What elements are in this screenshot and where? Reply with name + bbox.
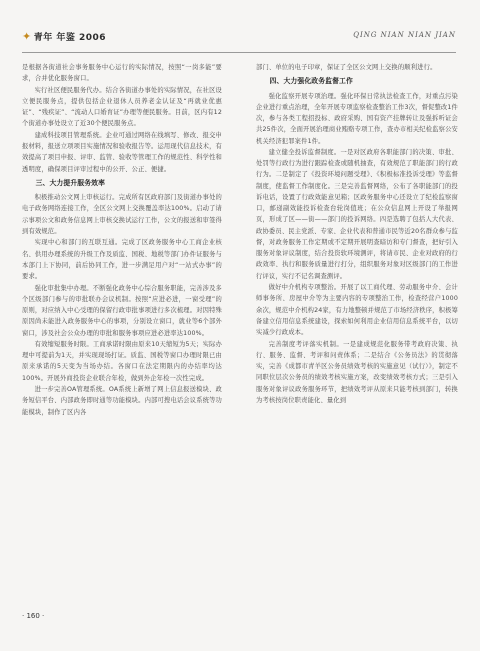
paragraph: 积极推动公文网上审核运行。完成所有区政府部门及街道办事处的电子政务网络连接工作，全区公文网上交换覆盖率达100%。启动了请示事项公文和政务信息网上审核交换试运行工作，公文的报送和审签得到有效规范。 <box>22 194 222 235</box>
paragraph: 实现中心和部门的互联互通。完成了区政务服务中心工商企业核名、供用办理系统的升级工作及质监、国税、地税等部门办件证服务与本部门上下协同，前后协同工作，进一步满足用户对“一站式办事”的要求。 <box>22 239 222 281</box>
right-column <box>256 62 458 406</box>
logo-text: 青年 年鉴 2006 <box>33 33 107 43</box>
paragraph: 完善制度考评落实机制。一是建成规范化服务带考政府决策、执行、服务、监督、考评和问责体系；二是结合《公务员法》的贯彻落实，完善《成都市青羊区公务员绩效考核的实施意见（试行）》，制定不同职位层次公务员的绩效考核实施方案，改变绩效考核方式；三是引入服务对象评议政务服务环节，把绩效考评从原来只能考核到部门，转换为考核按岗位职责能化、量化到 <box>256 340 458 404</box>
running-head: QING NIAN NIAN JIAN <box>353 31 456 39</box>
paragraph: 实行社区便民服务代办。结合各街道办事处的实际情况，在社区设立便民服务点，提供包括企业退休人员养老金认证及“再就业优惠证”、“残疾证”、“流动人口婚育证”办理等便民服务。目前，区内有12个街道办事处设立了近30个便民服务点。 <box>22 86 222 128</box>
section-heading: 四、大力强化政务监督工作 <box>269 77 353 86</box>
logo-icon: ✦ <box>22 30 32 43</box>
section-heading: 三、大力提升服务效率 <box>35 178 106 187</box>
paragraph: 部门、单位的电子印章，保证了全区公文网上交换的顺利进行。 <box>256 64 437 71</box>
paragraph: 强化监察开展专项治理。强化环保日常执法检查工作，对重点污染企业进行重点治理，全年开展专项监察检查整治工作3次，督促整改1件次，参与各类工程招投标、政府采购、国有资产挂牌转让及强拆听证会共25件次，全面开展治理商业贿赂专项工作，查办市相关纪检监察公安机关经济犯罪案件1件。 <box>256 92 458 145</box>
page-header <box>22 30 456 52</box>
paragraph: 做好中介机构专项整治。开展了以工商代理、劳动服务中介、会计师事务所、房屋中介等为主要内容的专项整治工作，检查经营户1000余次，规范中介机构24家，有力地整顿并规范了市场经济秩序，积极筹备建立信用信息系统建设，探索如何利用企业信用信息系统平台，以切实减少行政成本。 <box>256 284 458 337</box>
paragraph: 有效缩短服务时限。工商承诺时限由原来10天缩短为5天；实际办理中可提前为1天，并实现现场打证。质监、国税等窗口办理时限已由原来承诺的5天变为当场办结。各窗口在法定期限内的办结率均达100%。开展外商投资企业联合年检，做到外企年检一次性完成。 <box>22 340 222 382</box>
left-column <box>22 62 222 418</box>
paragraph: 进一步完善OA管理系统。OA系统上新增了网上信息报送模块、政务短信平台、内部政务即时通等功能模块。内部可搜电话会议系统等功能模块，制作了区内各 <box>22 386 222 416</box>
header-rule <box>22 52 456 53</box>
yearbook-logo <box>22 30 106 43</box>
paragraph: 建成科技项目管理系统。企业可通过网络在线填写、修改、报交申报材料，报送立项项目实施情况和验收报告等。运用现代信息技术，有效提高了项目申报、评审、监管、验收等管理工作的规范性、科学性和透明度，确保项目评审过程中的公开、公正、便捷。 <box>22 131 222 173</box>
paragraph: 建立健全投诉监督制度。一是对区政府各职能部门的决策、审批、处罚等行政行为进行跟踪检查或随机抽查，有效规范了职能部门的行政行为。二是制定了《投资环境问题受理》、《积极标准投诉受理》等监督制度，使监督工作制度化。三是完善监督网络，公布了各职能部门的投诉电话，设置了行政效能意见箱；区政务服务中心还设立了纪检监察窗口，邮递副效能投诉检查台轮岗值班；在公众信息网上开设了举报网页，形成了区——街——部门的投诉网络。四是选聘了包括人大代表、政协委员、民主党派、专家、企业代表和普通市民等近20名群众参与监督，对政务服务工作定期或不定期开展明查暗访和专门督查，把好引入服务对象评议制度，结合投资软环境测评，将请市民、企业对政府的行政效率、执行和服务质量进行打分，组织服务对象对区级部门的工作进行评议，实行不记名调查测评。 <box>256 148 458 280</box>
paragraph: 是根据各街道社会事务服务中心运行的实际情况，按照“一岗多能”要求，合并优化服务窗口。 <box>22 64 222 83</box>
paragraph: 强化审批集中办理。不断强化政务中心综合服务职能，完善涉及多个区级部门参与的审批联办会议机制。按照“应进必进，一窗受理”的原则，对应纳入中心受理的保留行政审批事项进行多次梳理。对因特殊原因尚未能进入政务服务中心的事项，分别设立窗口，就业等6个部外窗口，涉及社会公众办理的审批和服务事项应进必进率达100%。 <box>22 284 222 337</box>
page-number: · 160 · <box>22 612 45 620</box>
